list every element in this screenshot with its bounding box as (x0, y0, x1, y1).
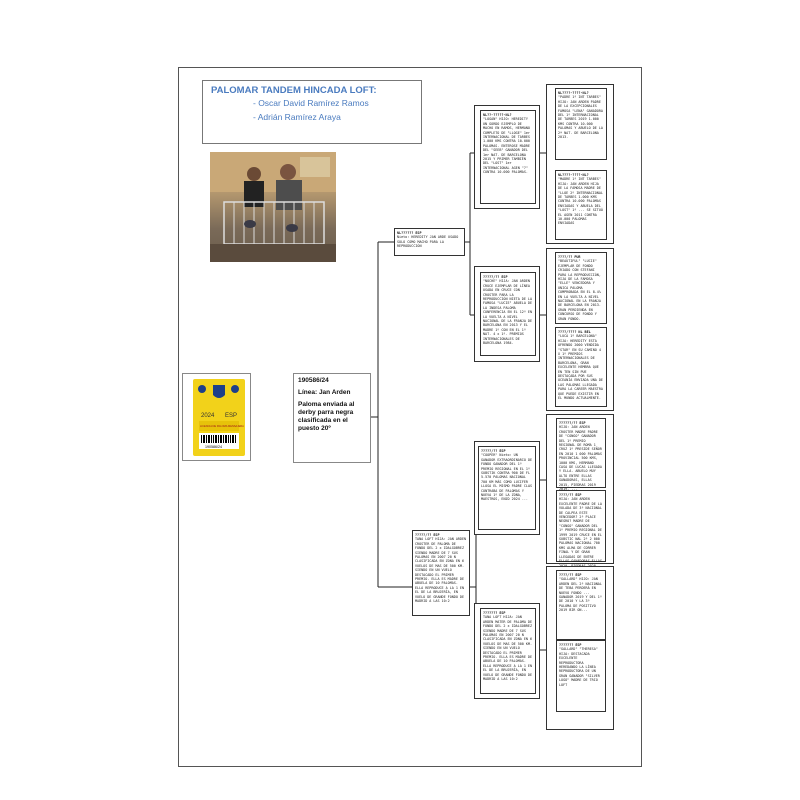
subject-line: Línea: Jan Arden (298, 389, 351, 396)
dam-box (412, 530, 470, 616)
ggp-text-5: HIJO: JAN ARDEN CROSTER MADRE PADRE DE "CONGO" GANADOR DEL 1º PREMIO REGIONAL DE ROMA 1 CRUZ 1º PRESIDE SEÑOR EN 2010 1 000 PALOMAS PROVINCIAL 500 KMS, 1000 KMS, HERMANO CASA DE LUCAS LLEGADA Y ELLA. ABUELO MUY ALTO ENTRE ELLAS GANADORAS, ELLAS 2015, PIEDRAS 2019 (559, 425, 602, 487)
card-year: 2024 (201, 413, 215, 419)
dam-ring: ?????/?? ESP (415, 533, 440, 537)
ggp-box-7 (556, 570, 606, 640)
sire-dam-box (480, 272, 536, 356)
dam-dam-ring: ??????? ESP (483, 611, 506, 615)
card-country: ESP (225, 413, 238, 419)
ggp-text-1: "PADRE 1º INT TARBES" HIJO: JAN ARDEN PADRE DE LA EXCEPCIONALES FAMOSA "LENA" GANADORA DEL 1º INTERNACIONAL DE TARBES 2019 1.000 KMS CONTRA 10.000 PALOMAS Y ABUELO DE LA 2ª NAT. DE BARCELONA 2013. (558, 95, 603, 140)
sire-box (394, 228, 465, 256)
ggp-text-3: "BEAUTIFUL" "LUCIE" EJEMPLAR DE FONDO CRIADO CON STEFANI PARA LA REPRODUCCIÓN, HIJA DE LA FAMOSA "ELLE" VENCEDORA Y UNICA PALOMA COMPROBADA EN EL 8.4% EN LA VUELTA A NIVEL NACIONAL EN LA FRANJA DE BARCELONA EN 2013. GRAN PERDIENDA EN CONCURSO DE FONDO Y GRAN FONDO. (558, 259, 601, 321)
dam-sire-box (478, 446, 536, 530)
sire-text: Nieto: HEREDITY JAN ARDE USADO SOLO COMO MACHO PARA LA REPRODUCCIÓN (397, 235, 459, 249)
card-caption: LICENCIA DE PALOMA MENSAJERA (200, 425, 244, 428)
ggp-ring-6: ????/?? ESP (559, 493, 582, 497)
subject-description: Paloma enviada al derby parra negra clasificada en el puesto 20º (298, 401, 355, 432)
dam-dam-box (480, 608, 536, 694)
ggp-text-8: "GALLARD" "THERESA" HIJA: DESTACADA EXCELENTE REPRODUCTORA HEREDANDO LA LÍNEA REPRODUCTORA DE UN GRAN GANADOR "SILVER LOGO" MADRE DE TRIO LOFT (559, 647, 600, 687)
ggp-box-1 (555, 88, 607, 160)
dam-sire-text: "COOPER" Nieto: UN GANADOR EXTRAORDINARIO DE FONDO GANADOR DEL 1º PREMIO REGIONAL EN EL 1º SUBSTIK CONTRA 900 DE FL 5.570 PALOMAS NACIONAL 700 KM MÁS COMO LUCIFER LLOSA EL MISMO PADRE CLAS CONTRABA DE PALOMAS Y NUEVA 1º DE LA ZONA, MAESTROS, ENZO 2024 ... (481, 453, 533, 502)
ggp-box-5 (556, 418, 606, 488)
ggp-text-4: "LUCA 1º BARCELONA" HIJA: HEREDITY ESTA OFRENDO 2000 VENDIDA "STAR" EN SU CAMINO 4 X 1º PREMIOS INTERNACIONALES DE BARCELONA, GRAN EXCELENTE HEMBRA QUE EN TEN SIN PUE DESTACADA POR SUS OCEANÍA ENVIADA UNA DE LAS PALOMAS LLEGADA PARA LA CAREER MAESTRA QUE PUEDE EXISTIR EN EL MUNDO ACTUALMENTE. (558, 334, 603, 401)
ggp-box-2 (555, 170, 607, 240)
dam-dam-text: TANA LOFT HIJA: JAN ARDEN MATER DE PALOMA DE FONDO DEL 2 x IDALGOBREZ SIENDO MADRE DE 7 SUS PALOMAS EN 2007 20 N CLASIFICADA EN ZONA EN 6 VUELOS DE MAS DE 500 KM. SIENDO EN UN VUELO DESTACADO EL PRIMER PREMIO. ELLA ES MADRE DE ABUELA DE 10 PALOMAS. ELLA REPRODUCE A LA 1 EN EL DE LA BRUJERÍA, EN VUELO DE GRANDE FONDO DE MADRID A LAS 10:2 (483, 615, 532, 682)
ggp-box-3 (555, 252, 607, 324)
ggp-ring-2: NL????-????-NL? (558, 173, 589, 177)
ggp-box-6 (556, 490, 606, 562)
ggp-ring-7: ????/?? ESP (559, 573, 582, 577)
ggp-ring-1: NL????-????-NL? (558, 91, 589, 95)
ggp-box-4 (555, 327, 607, 407)
sire-sire-text: "LOGAN" HIJO: HEREDITY UN GORDO EJEMPLO DE MACHO EN RAMOS, HERMANO COMPLETO DE "LLOGE" 1er INTERNACIONAL DE TARBES 1.000 KMS CONTRA 10.000 PALOMAS. ENTEROSE MADRE DEL "SEEB" GANADOR DEL 1er NAT. DE BARCELONA 2015 Y PRIMER TAMBIÉN DEL "LOST" 1er INTERNACIONAL AGEN "?" CONTRA 10.000 PALOMAS. (483, 117, 530, 175)
sire-ring: NL?????? ESP (397, 231, 422, 235)
sire-sire-ring: NL??-?????-NL? (483, 113, 512, 117)
ggp-ring-4: ????/???? NL BEL (558, 330, 591, 334)
subject-ring: 190586/24 (298, 377, 329, 384)
sire-dam-text: "NOCHE" HIJA: JAN ARDEN CRUCE EJEMPLAR DE LÍNEA USADA EN CRUCE CON CROSTER PARA LA REPRODUCCIÓN NIETA DE LA FAMOSA "LUCIE" ABUELA DE LA INDESA PALOMA CONFERENCIA EN EL 12º EN LA VUELTA A NIVEL NACIONAL DE LA FRANJA DE BARCELONA EN 2013 Y EL MADRE 1º CON EN EL 1º NAT. 4 x 1º. PREMIOS INTERNACIONALES DE BARCELONA 1984. (483, 279, 532, 346)
dam-text: TANA LOFT HIJA: JAN ARDEN CROSTER DE PALOMA DE FONDO DEL 2 x IDALGOBREZ SIENDO MADRE DE 7 SUS PALOMAS EN 2007 20 N CLASIFICADA EN ZONA EN 6 VUELOS DE MAS DE 500 KM. SIENDO EN UN VUELO DESTACADO EL PRIMER PREMIO. ELLA ES MADRE DE ABUELA DE 10 PALOMAS. ELLA REPRODUCE A LA 1 EN EL DE LA BRUJERÍA, EN VUELO DE GRANDE FONDO DE MADRID A LAS 10:2 (415, 537, 467, 604)
ggp-box-8 (556, 640, 606, 712)
owner-2: - Adrián Ramírez Araya (253, 112, 341, 122)
owner-1: - Oscar David Ramírez Ramos (253, 98, 369, 108)
dam-sire-ring: ?????/?? ESP (481, 449, 506, 453)
card-number: 190586/24 (205, 445, 222, 449)
ggp-text-2: "MADRE 1º INT TARBES" HIJA: JAN ARDEN HIJA DE LA FAMOSA MADRE DE "LLOE 2º INTERNACIONAL DE TARBES 1.000 KMS CONTRA 10.000 PALOMAS ENVIADAS Y ABUELA DEL "LOST" 1º ... SE SITUÓ EL AGEN 2011 CONTRA 10.000 PALOMAS ENVIADAS (558, 177, 603, 226)
ggp-ring-5: ??????/?? ESP (559, 421, 586, 425)
ggp-ring-3: ????/?? PUR (558, 255, 581, 259)
ggp-text-6: HIJA: JAN ARDEN EXCELENTE PADRE DE LA VOLADA DE 3º NACIONAL DE CALPEA ESTE VENCEDOR? 2º PLACE NEGRO? MADRE DE "CONGO" GANADOR DEL 1º PREMIO REGIONAL DE 1999 2019 CRUCE EN EL SUBSTIC NAL 2º 2 000 PALOMAS NACIONAL 700 KMS ALMA DE CORRER FINAL Y DE GRAN LLEGADAS DE ENTRE ELLAS GANADORAS ELLAS (559, 497, 602, 564)
sire-dam-ring: ?????/?? ESP (483, 275, 508, 279)
page-title: PALOMAR TANDEM HINCADA LOFT: (211, 85, 377, 96)
ggp-ring-8: ??????? ESP (559, 643, 582, 647)
sire-sire-box (480, 110, 536, 204)
ggp-text-7: "GALLARD" HIJO: JAN ARDEN DEL 2º NACIONAL DE TEBA PERDERÁ EN NUEVO FONDO ... GANADOR 2019 Y DEL 1º DE 2010 Y LA 3º PALOMA DE POSITIVO 2019 BIR ON... (559, 577, 602, 613)
